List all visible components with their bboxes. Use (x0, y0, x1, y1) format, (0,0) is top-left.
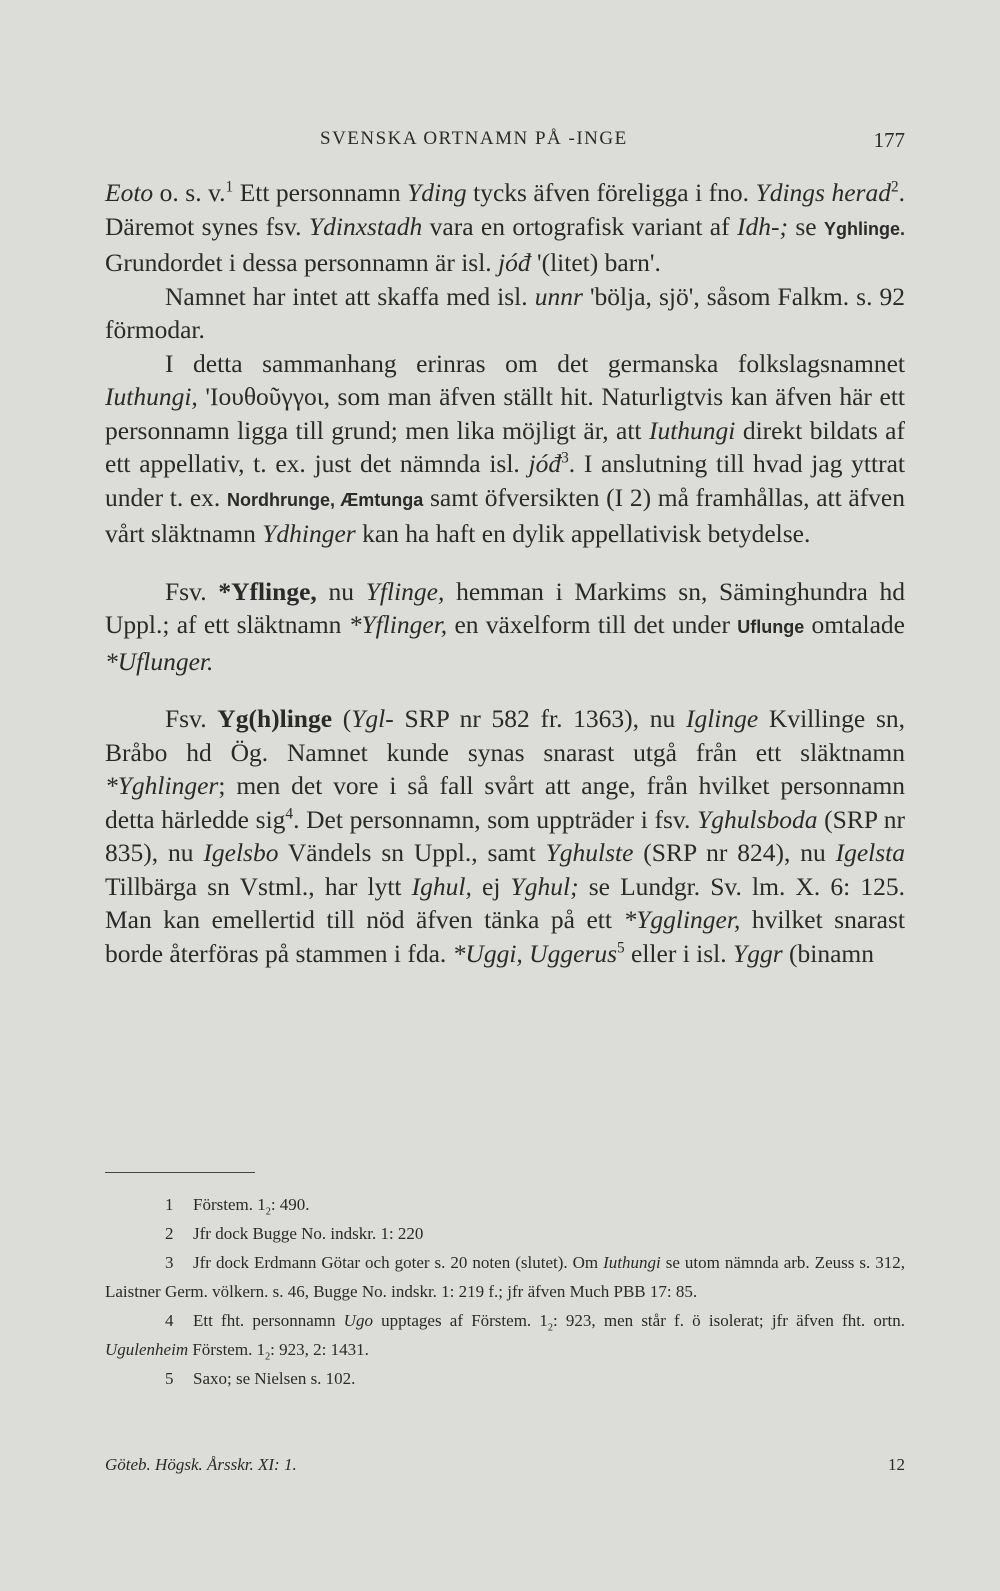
text-span: Kvillinge sn, Bråbo hd Ög. Namnet kunde synas snarast utgå från ett släktnamn (105, 704, 905, 767)
text-span: ( (332, 704, 352, 733)
text-span: Jfr dock Erdmann Götar och goter s. 20 noten (slutet). Om (193, 1253, 604, 1272)
text-span: se (787, 211, 824, 241)
paragraph-4 (105, 575, 905, 679)
footnote-number: 5 (165, 1369, 174, 1388)
text-span: se utom nämnda arb. Zeuss s. 312, Laistner Germ. völkern. s. 46, Bugge No. indskr. 1: 219 f.; jfr äfven Much PBB 17: 85. (105, 1253, 905, 1301)
page-number: 177 (873, 128, 905, 152)
text-span: Vändels sn Uppl., samt (278, 838, 546, 867)
text-span: 'Ιουθοῦγγοι, som man äfven ställt hit. Naturligtvis kan äfven här ett personnamn ligga till grund; men lika möjligt är, att (105, 382, 905, 445)
text-span: Iuthungi (648, 415, 736, 445)
text-span: kan ha haft en dylik appellativisk betydelse. (355, 519, 811, 548)
footnote-4 (105, 1306, 905, 1364)
text-span: Ett personnamn (233, 178, 408, 207)
text-span: Ydings herad (755, 178, 891, 207)
text-span: : 923, 2: 1431. (270, 1340, 369, 1359)
footnote-ref-3: 3 (561, 449, 569, 467)
entry-headword: Yg(h)linge (217, 704, 333, 733)
text-span: Idh-; (737, 211, 788, 241)
sheet-signature: 12 (888, 1455, 905, 1474)
text-span: direkt bildats af ett appellativ, t. ex. just det nämnda isl. (105, 415, 905, 478)
text-span: . Det personnamn, som uppträder i fsv. (293, 804, 698, 834)
text-span: (binamn (782, 938, 874, 968)
text-span: Ydhinger (262, 519, 356, 548)
footnote-ref-2: 2 (890, 178, 899, 196)
text-span: en växelform till det under (447, 610, 738, 639)
text-span: *Yflinger, (348, 610, 448, 639)
footnotes (105, 1190, 905, 1393)
footnote-divider (105, 1172, 255, 1173)
text-span: eller i isl. (624, 938, 734, 968)
text-span: . I anslutning till hvad jag yttrat under t. ex. (105, 449, 905, 512)
text-span: Ighul, (411, 871, 472, 901)
text-span: nu (316, 576, 366, 606)
text-span: *Uggi, Uggerus (452, 938, 617, 968)
text-span: (SRP nr 824), nu (633, 838, 836, 867)
footnote-ref-4: 4 (285, 805, 294, 822)
text-span: Iuthungi (603, 1253, 661, 1272)
text-span: : 490. (270, 1195, 310, 1214)
text-span: Fsv. (165, 576, 219, 606)
text-span: o. s. v. (153, 178, 226, 207)
paragraph-3 (105, 347, 905, 551)
text-span: I detta sammanhang erinras om det germanska folkslagsnamnet (165, 348, 905, 378)
footnote-number: 2 (165, 1224, 174, 1243)
footnote-ref-5: 5 (617, 939, 625, 956)
text-span: 'bölja, sjö', såsom Falkm. s. 92 förmodar. (105, 281, 906, 344)
text-span: samt öfversikten (I 2) må framhållas, att äfven vårt släktnamn (105, 482, 906, 548)
text-span: Ugo (343, 1311, 373, 1330)
text-span: omtalade (804, 610, 905, 639)
entry-headword: *Yflinge, (218, 576, 317, 606)
text-span: Fsv. (165, 704, 218, 733)
text-span: hvilket snarast borde återföras på stammen i fda. (105, 905, 905, 968)
text-span: upptages af Förstem. 1 (372, 1311, 548, 1330)
text-span: . Däremot synes fsv. (105, 178, 905, 241)
text-span: Ygl- (351, 704, 394, 733)
cross-reference: Nordhrunge, Æmtunga (226, 489, 424, 510)
text-span: Grundordet i dessa personnamn är isl. (105, 248, 499, 277)
text-span: ej (471, 871, 511, 901)
text-span: Iglinge (685, 704, 759, 733)
text-span: Ugulenheim (105, 1340, 189, 1359)
text-span: (SRP nr 835), nu (105, 804, 905, 867)
text-span: SRP nr 582 fr. 1363), nu (393, 704, 686, 733)
text-span: 2 (265, 1206, 271, 1218)
text-span: Iuthungi, (105, 382, 198, 411)
text-span: 2 (547, 1322, 553, 1334)
footnote-number: 3 (165, 1253, 174, 1272)
text-span: Ett fht. personnamn (193, 1311, 344, 1330)
footnote-3 (105, 1248, 905, 1306)
text-span: unnr (534, 281, 583, 311)
body-text (105, 176, 905, 970)
footnote-5 (105, 1364, 905, 1393)
text-span: jóđ (498, 248, 531, 277)
text-span: Yghul; (510, 871, 579, 901)
text-span: Saxo; se Nielsen s. 102. (193, 1369, 356, 1388)
page-header (105, 128, 905, 158)
text-span: Igelsta (835, 838, 905, 867)
text-span: Yflinge, (365, 576, 445, 606)
text-span: Tillbärga sn Vstml., har lytt (105, 871, 412, 901)
text-span: 2 (265, 1351, 271, 1363)
footnote-1 (105, 1190, 905, 1219)
text-span: tycks äfven föreligga i fno. (466, 178, 756, 207)
text-span: Yghulste (545, 838, 634, 867)
text-span: se Lundgr. Sv. lm. X. 6: 125. Man kan emellertid till nöd äfven tänka på ett (105, 871, 905, 934)
text-span: Ydinxstadh (308, 211, 423, 241)
footnote-2 (105, 1219, 905, 1248)
text-span: hemman i Markims sn, Säminghundra hd Uppl.; af ett släktnamn (105, 576, 906, 639)
footnote-number: 1 (165, 1195, 174, 1214)
text-span: Förstem. 1 (193, 1195, 266, 1214)
text-span: : 923, men står f. ö isolerat; jfr äfven fht. ortn. (552, 1311, 906, 1330)
footnote-number: 4 (165, 1311, 174, 1330)
footnote-ref-1: 1 (225, 178, 234, 196)
text-span: Yghulsboda (697, 804, 818, 834)
text-span: Förstem. 1 (188, 1340, 266, 1359)
text-span: Eoto (105, 178, 154, 207)
paragraph-5 (105, 702, 905, 970)
text-span: Igelsbo (203, 838, 279, 867)
text-span: Namnet har intet att skaffa med isl. (165, 281, 535, 311)
text-span: Jfr dock Bugge No. indskr. 1: 220 (193, 1224, 424, 1243)
page-footer (105, 1455, 905, 1479)
journal-signature: Göteb. Högsk. Årsskr. XI: 1. (105, 1455, 297, 1474)
text-span: Yggr (733, 938, 783, 968)
text-span: '(litet) barn'. (530, 248, 661, 277)
cross-reference: Uflunge (737, 617, 805, 637)
text-span: Yding (407, 178, 467, 207)
text-span: vara en ortografisk variant af (422, 211, 737, 241)
text-span: ; men det vore i så fall svårt att ange, från hvilket personnamn detta härledde sig (105, 771, 905, 834)
text-span: *Yghlinger (105, 771, 219, 800)
text-span: *Ygglinger, (623, 905, 741, 934)
cross-reference: Yghlinge. (824, 218, 905, 239)
running-head: SVENSKA ORTNAMN PÅ -INGE (320, 128, 628, 149)
text-span: *Uflunger. (105, 646, 214, 676)
text-span: jóđ (528, 449, 562, 478)
paragraph-2 (105, 280, 905, 347)
paragraph-1 (105, 176, 905, 280)
